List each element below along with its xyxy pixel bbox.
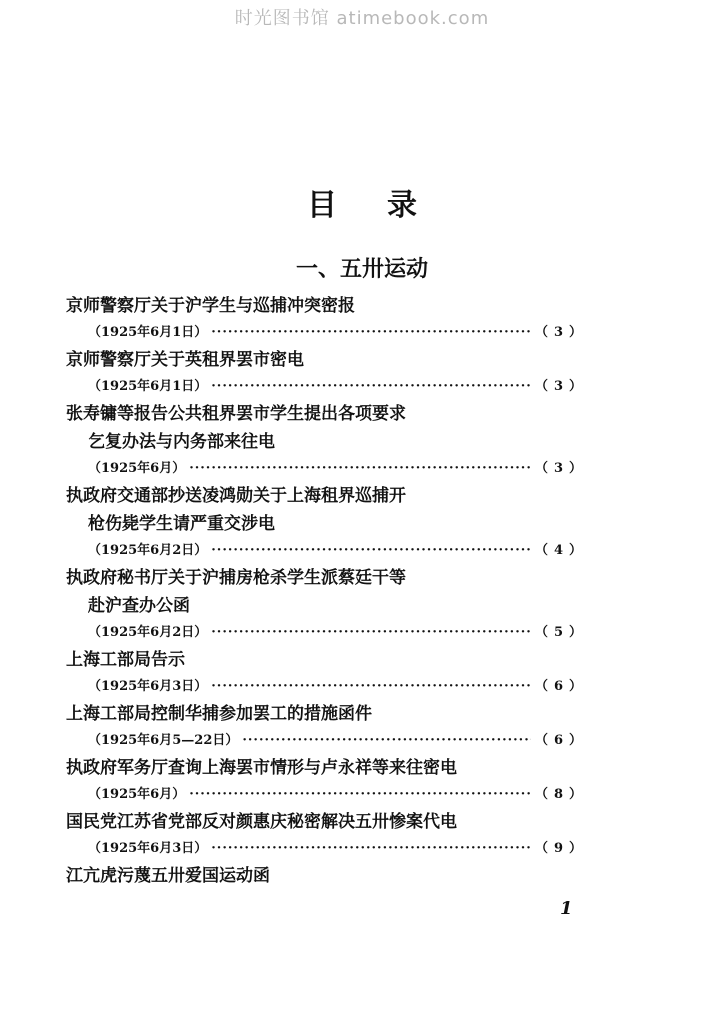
- toc-entry-title: 国民党江苏省党部反对颜惠庆秘密解决五卅惨案代电: [66, 812, 457, 832]
- toc-entry[interactable]: [66, 292, 588, 346]
- dot-leader: [189, 456, 531, 482]
- toc-entry[interactable]: [66, 700, 588, 754]
- toc-entry-page: （3）: [534, 379, 588, 394]
- dot-leader: [189, 782, 531, 808]
- toc-entry[interactable]: [66, 754, 588, 808]
- toc-entry-date-row: [66, 320, 588, 346]
- toc-entry-title: 枪伤毙学生请严重交涉电: [88, 514, 275, 534]
- toc-entry-title: 江亢虎污蔑五卅爱国运动函: [66, 866, 270, 886]
- toc-entry-date-row: [66, 728, 588, 754]
- toc-entry-title: 京师警察厅关于沪学生与巡捕冲突密报: [66, 296, 355, 316]
- toc-entry-title: 京师警察厅关于英租界罢市密电: [66, 350, 304, 370]
- toc-entry-title: 上海工部局告示: [66, 650, 185, 670]
- toc-entry-date: （1925年6月2日）: [88, 543, 208, 558]
- toc-entry-date-row: [66, 674, 588, 700]
- toc-entry-date-row: [66, 782, 588, 808]
- toc-entry-title: 执政府交通部抄送凌鸿勋关于上海租界巡捕开: [66, 486, 406, 506]
- section-title: 一、五卅运动: [295, 257, 428, 282]
- toc-entry-date: （1925年6月3日）: [88, 841, 208, 856]
- toc-entry-page: （3）: [534, 325, 588, 340]
- toc-entry[interactable]: [66, 482, 588, 564]
- toc-entry[interactable]: [66, 646, 588, 700]
- toc-entry-date: （1925年6月3日）: [88, 679, 208, 694]
- toc-entry-date-row: [66, 836, 588, 862]
- toc-entry-page: （3）: [534, 461, 588, 476]
- toc-entry-date-row: [66, 374, 588, 400]
- dot-leader: [211, 320, 531, 346]
- toc-entry[interactable]: [66, 400, 588, 482]
- toc-entry-page: （5）: [534, 625, 588, 640]
- toc-entry-page: （6）: [534, 733, 588, 748]
- dot-leader: [211, 836, 531, 862]
- toc-entry-title: 张寿镛等报告公共租界罢市学生提出各项要求: [66, 404, 406, 424]
- toc-entry-title: 上海工部局控制华捕参加罢工的措施函件: [66, 704, 372, 724]
- toc-entry[interactable]: [66, 862, 588, 890]
- toc-entry-title: 执政府军务厅查询上海罢市情形与卢永祥等来往密电: [66, 758, 457, 778]
- toc-entry-page: （4）: [534, 543, 588, 558]
- toc-entry-date: （1925年6月5—22日）: [88, 733, 239, 748]
- page-title: 目录: [307, 188, 467, 223]
- toc-entry[interactable]: [66, 346, 588, 400]
- toc-entry-page: （8）: [534, 787, 588, 802]
- toc-entry-page: （9）: [534, 841, 588, 856]
- page-number: 1: [560, 898, 573, 919]
- toc-entry-title: 乞复办法与内务部来往电: [88, 432, 275, 452]
- dot-leader: [211, 674, 531, 700]
- watermark: 时光图书馆 atimebook.com: [234, 8, 490, 29]
- toc-entry-date: （1925年6月1日）: [88, 325, 208, 340]
- dot-leader: [211, 374, 531, 400]
- dot-leader: [211, 620, 531, 646]
- toc-entry-page: （6）: [534, 679, 588, 694]
- toc-entry-date-row: [66, 538, 588, 564]
- toc-entry-title: 赴沪查办公函: [88, 596, 190, 616]
- toc-entry-date-row: [66, 620, 588, 646]
- dot-leader: [242, 728, 531, 754]
- toc-entry[interactable]: [66, 808, 588, 862]
- dot-leader: [211, 538, 531, 564]
- toc-entry-date: （1925年6月）: [88, 461, 186, 476]
- toc-entry-date-row: [66, 456, 588, 482]
- toc-entry-date: （1925年6月1日）: [88, 379, 208, 394]
- toc-entry[interactable]: [66, 564, 588, 646]
- toc-entry-title: 执政府秘书厅关于沪捕房枪杀学生派蔡廷干等: [66, 568, 406, 588]
- toc-entry-date: （1925年6月2日）: [88, 625, 208, 640]
- table-of-contents: [66, 292, 588, 890]
- toc-entry-date: （1925年6月）: [88, 787, 186, 802]
